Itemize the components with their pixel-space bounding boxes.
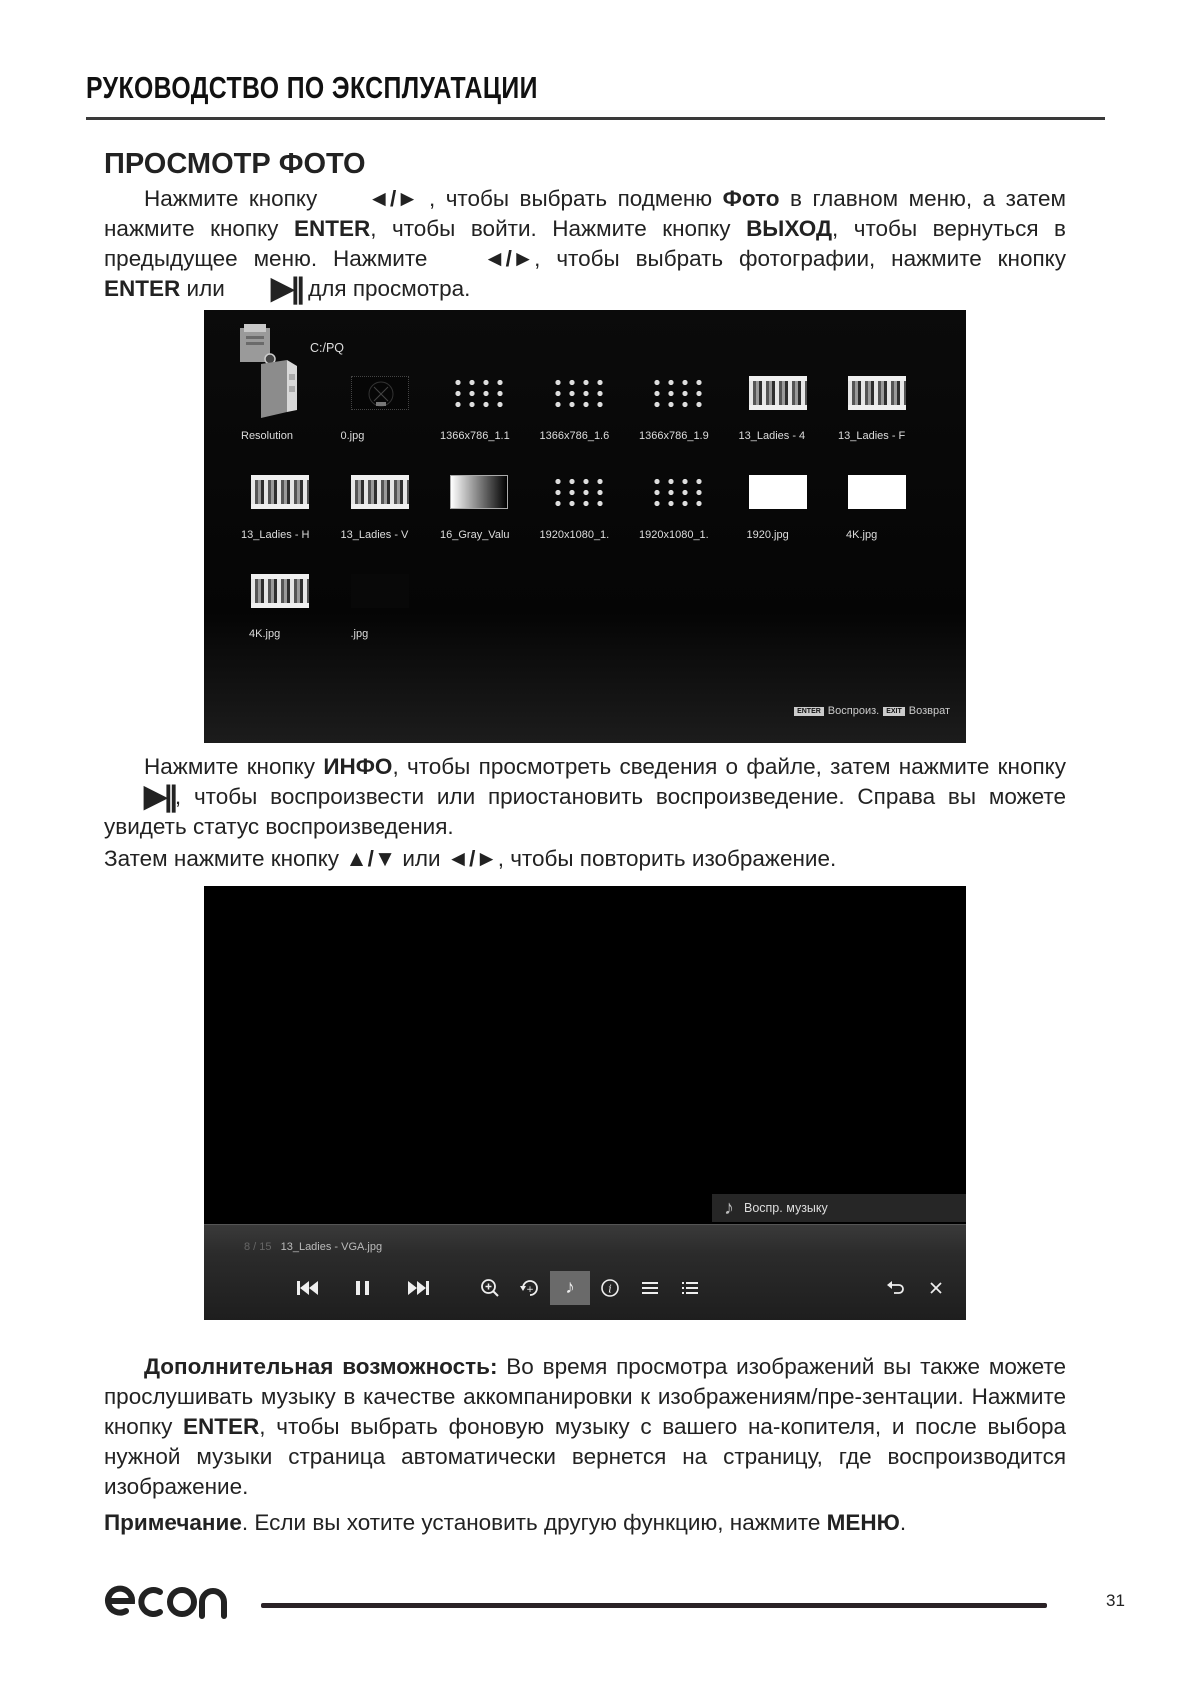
image-thumbnail-icon	[351, 574, 409, 608]
exit-hint-label: Возврат	[908, 705, 950, 717]
left-right-arrows-glyph: ◄/►	[446, 846, 498, 871]
next-icon[interactable]	[398, 1271, 438, 1305]
svg-text:i: i	[608, 1282, 612, 1296]
photo-player-screenshot	[204, 886, 966, 1320]
left-right-arrows-glyph: ◄/►	[367, 186, 419, 211]
image-thumbnail-icon	[550, 376, 608, 410]
hint-bar	[794, 705, 950, 717]
file-label: .jpg	[350, 628, 369, 640]
file-label: Resolution	[241, 430, 293, 442]
extra-feature-paragraph: Дополнительная возможность: Во время просмотра изображений вы также можете прослушивать музыку в качестве аккомпанировки к изображениям/пре-зентации. Нажмите кнопку ENTER, чтобы выбрать фоновую музыку с вашего на-копителя, и после выбора нужной музыки страница автоматически вернется на страницу, где воспроизводится изображение.	[104, 1354, 1066, 1499]
file-name: 13_Ladies - VGA.jpg	[280, 1241, 383, 1253]
footer-rule	[261, 1603, 1047, 1608]
current-path: C:/PQ	[310, 341, 345, 355]
file-thumbnail[interactable]	[341, 465, 433, 560]
music-note-icon: ♪	[724, 1196, 734, 1219]
file-label: 1366x786_1.9	[639, 430, 709, 442]
image-thumbnail-icon	[351, 475, 409, 509]
file-label: 4K.jpg	[249, 628, 281, 640]
file-thumbnail[interactable]	[341, 366, 433, 461]
file-label: 1366x786_1.1	[440, 430, 510, 442]
header-rule	[86, 117, 1105, 120]
image-thumbnail-icon	[351, 376, 409, 410]
image-thumbnail-icon	[848, 376, 906, 410]
folder-icon	[257, 360, 301, 418]
file-thumbnail[interactable]	[639, 465, 731, 560]
image-thumbnail-icon	[450, 475, 508, 509]
file-label: 13_Ladies - 4	[738, 430, 806, 442]
image-thumbnail-icon	[749, 376, 807, 410]
music-popup-label: Воспр. музыку	[744, 1201, 828, 1215]
rotate-icon[interactable]	[510, 1271, 550, 1305]
file-label: 1366x786_1.6	[539, 430, 610, 442]
up-down-arrows-glyph: ▲/▼	[345, 846, 397, 871]
music-icon[interactable]: ♪	[550, 1271, 590, 1305]
control-bar	[204, 1224, 966, 1320]
image-thumbnail-icon	[251, 574, 309, 608]
left-right-arrows-glyph: ◄/►	[483, 246, 535, 271]
previous-icon[interactable]	[288, 1271, 328, 1305]
pause-icon[interactable]	[343, 1271, 383, 1305]
repeat-paragraph: Затем нажмите кнопку ▲/▼ или ◄/►, чтобы повторить изображение.	[104, 844, 1066, 874]
file-label: 13_Ladies - H	[241, 529, 310, 541]
file-label: 0.jpg	[340, 430, 365, 442]
file-thumbnail[interactable]	[838, 465, 930, 560]
file-label: 16_Gray_Valu	[440, 529, 510, 541]
file-label: 1920.jpg	[746, 529, 789, 541]
header-title: РУКОВОДСТВО ПО ЭКСПЛУАТАЦИИ	[86, 70, 538, 105]
file-thumbnail[interactable]	[440, 366, 532, 461]
enter-hint-label: Воспроиз.	[827, 705, 880, 717]
file-thumbnail[interactable]	[440, 465, 532, 560]
image-thumbnail-icon	[749, 475, 807, 509]
econ-logo	[104, 1583, 228, 1621]
menu-icon[interactable]	[630, 1271, 670, 1305]
image-thumbnail-icon	[649, 376, 707, 410]
file-thumbnail[interactable]	[241, 465, 333, 560]
photo-browser-screenshot	[204, 310, 966, 743]
file-counter: 8 / 15	[244, 1241, 272, 1253]
exit-key-badge: EXIT	[883, 707, 905, 716]
info-paragraph: Нажмите кнопку ИНФО, чтобы просмотреть сведения о файле, затем нажмите кнопку ▶||, чтобы воспроизвести или приостановить воспроизведение. Справа вы можете увидеть статус воспроизведения.	[104, 754, 1066, 839]
back-icon[interactable]	[876, 1271, 916, 1305]
svg-text:+: +	[526, 1285, 534, 1295]
file-thumbnail[interactable]	[540, 366, 632, 461]
file-thumbnail[interactable]	[241, 366, 333, 461]
file-info	[244, 1241, 382, 1253]
play-pause-icon: ▶||	[271, 272, 302, 305]
playlist-icon[interactable]	[670, 1271, 710, 1305]
section-title: ПРОСМОТР ФОТО	[104, 148, 366, 180]
file-thumbnail[interactable]	[540, 465, 632, 560]
file-label: 13_Ladies - F	[838, 430, 906, 442]
image-thumbnail-icon	[450, 376, 508, 410]
info-icon[interactable]	[590, 1271, 630, 1305]
file-thumbnail[interactable]	[241, 564, 333, 659]
intro-paragraph: Нажмите кнопку ◄/► , чтобы выбрать подменю Фото в главном меню, а затем нажмите кнопку ENTER, чтобы войти. Нажмите кнопку ВЫХОД, чтобы вернуться в предыдущее меню. Нажмите ◄/►, чтобы выбрать фотографии, нажмите кнопку ENTER или ▶|| для просмотра.	[104, 186, 1067, 305]
image-thumbnail-icon	[848, 475, 906, 509]
file-thumbnail[interactable]	[838, 366, 930, 461]
note-paragraph: Примечание. Если вы хотите установить другую функцию, нажмите МЕНЮ.	[104, 1510, 907, 1535]
image-thumbnail-icon	[649, 475, 707, 509]
music-popup[interactable]	[712, 1194, 966, 1222]
page-number: 31	[1106, 1591, 1125, 1610]
enter-key-badge: ENTER	[794, 707, 824, 716]
file-thumbnail[interactable]	[739, 366, 831, 461]
zoom-icon[interactable]	[470, 1271, 510, 1305]
image-thumbnail-icon	[251, 475, 309, 509]
file-thumbnail[interactable]	[639, 366, 731, 461]
close-icon[interactable]	[916, 1271, 956, 1305]
image-thumbnail-icon	[550, 475, 608, 509]
file-label: 13_Ladies - V	[340, 529, 409, 541]
file-thumbnail[interactable]	[341, 564, 433, 659]
file-label: 4K.jpg	[846, 529, 878, 541]
play-pause-icon: ▶||	[144, 780, 175, 813]
file-thumbnail[interactable]	[739, 465, 831, 560]
file-label: 1920x1080_1.	[539, 529, 610, 541]
file-label: 1920x1080_1.	[639, 529, 709, 541]
